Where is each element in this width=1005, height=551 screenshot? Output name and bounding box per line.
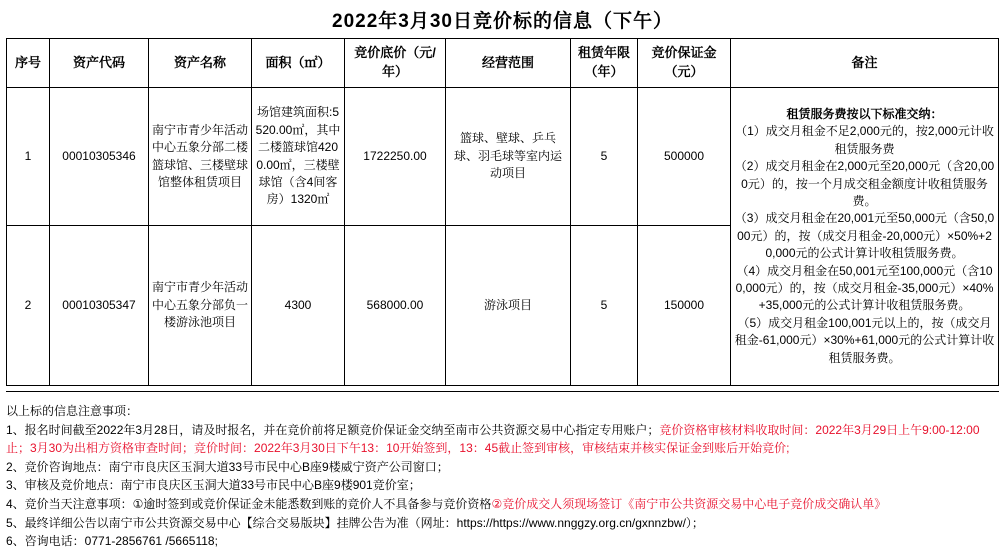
bidding-info-table	[6, 38, 999, 386]
cell-lease-years: 5	[571, 88, 638, 226]
cell-asset-code: 00010305346	[50, 88, 149, 226]
cell-base-price: 1722250.00	[345, 88, 446, 226]
note-item-1	[6, 421, 999, 458]
cell-business-scope: 篮球、壁球、乒乓球、羽毛球等室内运动项目	[446, 88, 571, 226]
column-header-base-price: 竞价底价（元/年）	[345, 39, 446, 88]
note-item-3-text: 3、审核及竞价地点：南宁市良庆区玉洞大道33号市民中心B座9楼901竞价室；	[6, 478, 421, 493]
remark-line-2: （2）成交月租金在2,000元至20,000元（含20,000元）的，按一个月成交租金额度计收租赁服务费。	[734, 159, 995, 209]
remark-line-4: （4）成交月租金在50,001元至100,000元（含100,000元）的，按（成交月租金-35,000元）×40%+35,000元的公式计算计收租赁服务费。	[735, 263, 994, 313]
cell-seq: 2	[7, 226, 50, 386]
note-item-6	[6, 532, 999, 551]
cell-area: 场馆建筑面积:5520.00㎡，其中二楼篮球馆4200.00㎡，三楼壁球馆（含4间客房）1320㎡	[252, 88, 345, 226]
remark-line-3: （3）成交月租金在20,001元至50,000元（含50,000元）的，按（成交月租金-20,000元）×50%+20,000元的公式计算计收租赁服务费。	[734, 211, 995, 261]
column-header-asset-name: 资产名称	[149, 39, 252, 88]
remark-line-1: （1）成交月租金不足2,000元的，按2,000元计收租赁服务费	[735, 124, 994, 156]
cell-deposit: 150000	[638, 226, 731, 386]
note-item-4-text: 4、竞价当天注意事项：①逾时签到或竞价保证金未能悉数到账的竞价人不具备参与竞价资格	[6, 496, 492, 511]
column-header-area	[252, 39, 345, 88]
page-title: 2022年3月30日竞价标的信息（下午）	[332, 11, 673, 32]
column-header-business-scope: 经营范围	[446, 39, 571, 88]
note-item-2-text: 2、竞价咨询地点：南宁市良庆区玉洞大道33号市民中心B座9楼威宁资产公司窗口；	[6, 459, 449, 474]
note-item-1-highlight: 竞价资格审核材料收取时间：2022年3月29日上午9:00-12:00止；3月30为出相方资格审查时间；竞价时间：2022年3月30日下午13：10开始签到，13：45截止签到审核，审核结束并核实保证金到账后开始竞价;	[6, 422, 980, 456]
cell-asset-code: 00010305347	[50, 226, 149, 386]
notes-section	[6, 391, 999, 551]
cell-asset-name: 南宁市青少年活动中心五象分部二楼篮球馆、三楼壁球馆整体租赁项目	[149, 88, 252, 226]
column-header-deposit: 竞价保证金（元）	[638, 39, 731, 88]
cell-seq: 1	[7, 88, 50, 226]
column-header-lease-years: 租赁年限（年）	[571, 39, 638, 88]
note-item-6-text: 6、咨询电话：0771-2856761 /5665118;	[6, 534, 218, 549]
column-header-area-line1: 面积（㎡）	[265, 54, 331, 70]
table-header-row	[7, 39, 999, 88]
cell-asset-name: 南宁市青少年活动中心五象分部负一楼游泳池项目	[149, 226, 252, 386]
note-item-4-highlight: ②竞价成交人须现场签订《南宁市公共资源交易中心电子竞价成交确认单》	[491, 496, 887, 511]
notes-list	[6, 402, 999, 551]
note-item-3	[6, 476, 999, 495]
cell-area: 4300	[252, 226, 345, 386]
remark-title: 租赁服务费按以下标准交纳：	[786, 107, 943, 122]
cell-remark	[731, 88, 999, 386]
column-header-asset-code: 资产代码	[50, 39, 149, 88]
cell-business-scope: 游泳项目	[446, 226, 571, 386]
note-item-5	[6, 514, 999, 533]
column-header-seq: 序号	[7, 39, 50, 88]
notes-heading: 以上标的信息注意事项：	[6, 404, 139, 418]
note-item-2	[6, 458, 999, 477]
column-header-remark: 备注	[731, 39, 999, 88]
cell-lease-years: 5	[571, 226, 638, 386]
table-header	[7, 39, 999, 88]
note-item-4	[6, 495, 999, 514]
cell-deposit: 500000	[638, 88, 731, 226]
remark-line-5: （5）成交月租金100,001元以上的，按（成交月租金-61,000元）×30%+61,000元的公式计算计收租赁服务费。	[734, 315, 995, 365]
table-row	[7, 88, 999, 226]
cell-base-price: 568000.00	[345, 226, 446, 386]
table-body	[7, 88, 999, 386]
note-item-1-text: 1、报名时间截至2022年3月28日，请及时报名，并在竞价前将足额竞价保证金交纳至南市公共资源交易中心指定专用账户；	[6, 422, 660, 437]
note-item-5-text: 5、最终详细公告以南宁市公共资源交易中心【综合交易版块】挂牌公告为准（网址：https://https://www.nnggzy.org.cn/gxnnzbw/）；	[6, 515, 704, 530]
